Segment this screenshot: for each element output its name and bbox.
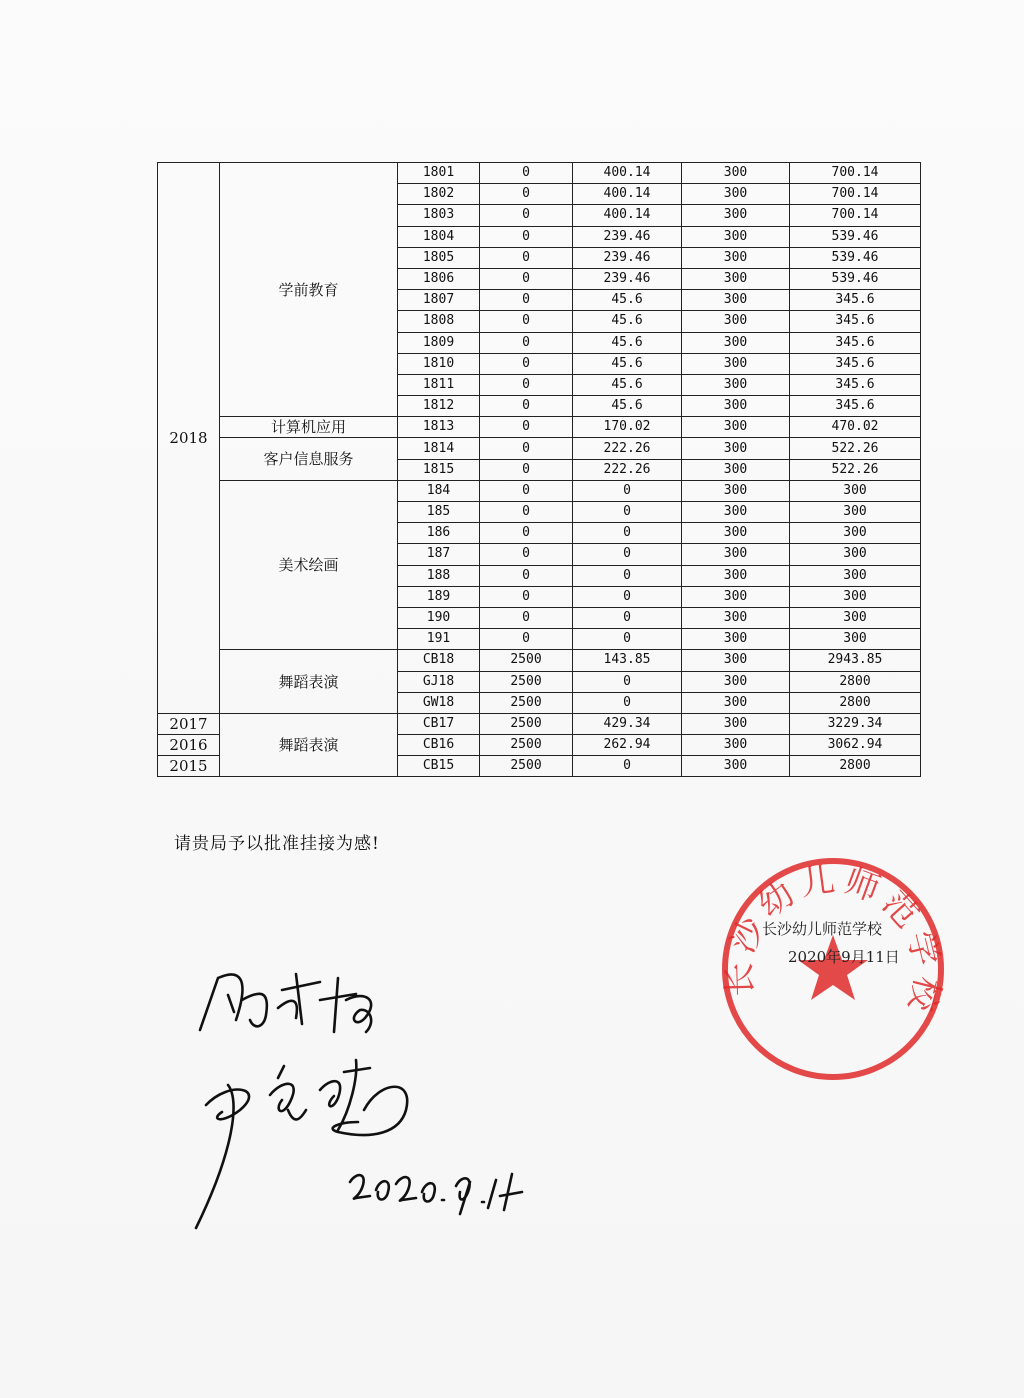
table-row — [158, 480, 921, 501]
book-fee-cell: 0 — [573, 692, 682, 713]
book-fee-cell: 0 — [573, 671, 682, 692]
total-fee-cell: 300 — [790, 607, 921, 628]
tuition-cell: 0 — [480, 290, 573, 311]
misc-fee-cell: 300 — [682, 205, 790, 226]
class-code-cell: 189 — [398, 586, 480, 607]
misc-fee-cell: 300 — [682, 523, 790, 544]
total-fee-cell: 539.46 — [790, 268, 921, 289]
tuition-cell: 0 — [480, 247, 573, 268]
total-fee-cell: 300 — [790, 523, 921, 544]
handwritten-approval-signature — [170, 960, 570, 1230]
year-cell: 2016 — [158, 735, 220, 756]
major-cell: 客户信息服务 — [220, 438, 398, 480]
class-code-cell: 1815 — [398, 459, 480, 480]
book-fee-cell: 0 — [573, 565, 682, 586]
book-fee-cell: 45.6 — [573, 332, 682, 353]
class-code-cell: 1810 — [398, 353, 480, 374]
total-fee-cell: 300 — [790, 629, 921, 650]
school-seal-stamp — [716, 852, 950, 1086]
class-code-cell: 184 — [398, 480, 480, 501]
tuition-cell: 0 — [480, 205, 573, 226]
misc-fee-cell: 300 — [682, 163, 790, 184]
misc-fee-cell: 300 — [682, 438, 790, 459]
misc-fee-cell: 300 — [682, 735, 790, 756]
misc-fee-cell: 300 — [682, 184, 790, 205]
tuition-cell: 0 — [480, 459, 573, 480]
class-code-cell: 1801 — [398, 163, 480, 184]
total-fee-cell: 2800 — [790, 756, 921, 777]
book-fee-cell: 0 — [573, 607, 682, 628]
misc-fee-cell: 300 — [682, 607, 790, 628]
table-row — [158, 438, 921, 459]
book-fee-cell: 170.02 — [573, 417, 682, 438]
tuition-cell: 0 — [480, 417, 573, 438]
misc-fee-cell: 300 — [682, 692, 790, 713]
class-code-cell: CB18 — [398, 650, 480, 671]
total-fee-cell: 2800 — [790, 692, 921, 713]
book-fee-cell: 45.6 — [573, 353, 682, 374]
total-fee-cell: 345.6 — [790, 332, 921, 353]
class-code-cell: 1809 — [398, 332, 480, 353]
misc-fee-cell: 300 — [682, 268, 790, 289]
book-fee-cell: 400.14 — [573, 163, 682, 184]
total-fee-cell: 700.14 — [790, 205, 921, 226]
book-fee-cell: 400.14 — [573, 205, 682, 226]
book-fee-cell: 400.14 — [573, 184, 682, 205]
table-row — [158, 650, 921, 671]
total-fee-cell: 300 — [790, 565, 921, 586]
book-fee-cell: 0 — [573, 523, 682, 544]
total-fee-cell: 345.6 — [790, 374, 921, 395]
year-cell: 2017 — [158, 713, 220, 734]
class-code-cell: CB17 — [398, 713, 480, 734]
book-fee-cell: 429.34 — [573, 713, 682, 734]
tuition-cell: 0 — [480, 163, 573, 184]
tuition-cell: 0 — [480, 396, 573, 417]
total-fee-cell: 539.46 — [790, 247, 921, 268]
major-cell: 学前教育 — [220, 163, 398, 417]
tuition-cell: 0 — [480, 523, 573, 544]
misc-fee-cell: 300 — [682, 332, 790, 353]
book-fee-cell: 0 — [573, 544, 682, 565]
tuition-cell: 0 — [480, 184, 573, 205]
misc-fee-cell: 300 — [682, 480, 790, 501]
book-fee-cell: 239.46 — [573, 226, 682, 247]
class-code-cell: GJ18 — [398, 671, 480, 692]
total-fee-cell: 2943.85 — [790, 650, 921, 671]
table-row — [158, 713, 921, 734]
class-code-cell: 186 — [398, 523, 480, 544]
major-cell: 美术绘画 — [220, 480, 398, 650]
tuition-cell: 2500 — [480, 756, 573, 777]
tuition-cell: 0 — [480, 268, 573, 289]
total-fee-cell: 300 — [790, 586, 921, 607]
misc-fee-cell: 300 — [682, 417, 790, 438]
tuition-cell: 0 — [480, 480, 573, 501]
tuition-cell: 2500 — [480, 713, 573, 734]
book-fee-cell: 0 — [573, 502, 682, 523]
class-code-cell: 1812 — [398, 396, 480, 417]
total-fee-cell: 3229.34 — [790, 713, 921, 734]
book-fee-cell: 143.85 — [573, 650, 682, 671]
tuition-cell: 2500 — [480, 650, 573, 671]
class-code-cell: 1807 — [398, 290, 480, 311]
book-fee-cell: 45.6 — [573, 396, 682, 417]
total-fee-cell: 700.14 — [790, 163, 921, 184]
tuition-cell: 2500 — [480, 671, 573, 692]
book-fee-cell: 0 — [573, 480, 682, 501]
total-fee-cell: 345.6 — [790, 353, 921, 374]
misc-fee-cell: 300 — [682, 565, 790, 586]
total-fee-cell: 539.46 — [790, 226, 921, 247]
class-code-cell: 1802 — [398, 184, 480, 205]
misc-fee-cell: 300 — [682, 544, 790, 565]
tuition-cell: 0 — [480, 353, 573, 374]
misc-fee-cell: 300 — [682, 374, 790, 395]
book-fee-cell: 262.94 — [573, 735, 682, 756]
tuition-cell: 0 — [480, 586, 573, 607]
misc-fee-cell: 300 — [682, 713, 790, 734]
book-fee-cell: 45.6 — [573, 311, 682, 332]
total-fee-cell: 3062.94 — [790, 735, 921, 756]
misc-fee-cell: 300 — [682, 671, 790, 692]
table-row — [158, 417, 921, 438]
misc-fee-cell: 300 — [682, 629, 790, 650]
misc-fee-cell: 300 — [682, 226, 790, 247]
major-cell: 计算机应用 — [220, 417, 398, 438]
book-fee-cell: 0 — [573, 586, 682, 607]
class-code-cell: 1814 — [398, 438, 480, 459]
tuition-cell: 0 — [480, 374, 573, 395]
tuition-cell: 0 — [480, 607, 573, 628]
closing-text: 请贵局予以批准挂接为感! — [174, 834, 380, 854]
svg-text:长沙幼儿师范学校: 长沙幼儿师范学校 — [719, 859, 948, 1022]
book-fee-cell: 222.26 — [573, 459, 682, 480]
class-code-cell: 191 — [398, 629, 480, 650]
misc-fee-cell: 300 — [682, 756, 790, 777]
tuition-cell: 0 — [480, 502, 573, 523]
tuition-cell: 0 — [480, 438, 573, 459]
table-row — [158, 163, 921, 184]
misc-fee-cell: 300 — [682, 586, 790, 607]
tuition-cell: 0 — [480, 311, 573, 332]
total-fee-cell: 300 — [790, 544, 921, 565]
class-code-cell: GW18 — [398, 692, 480, 713]
misc-fee-cell: 300 — [682, 650, 790, 671]
class-code-cell: 1803 — [398, 205, 480, 226]
year-cell: 2015 — [158, 756, 220, 777]
total-fee-cell: 470.02 — [790, 417, 921, 438]
total-fee-cell: 345.6 — [790, 396, 921, 417]
total-fee-cell: 700.14 — [790, 184, 921, 205]
book-fee-cell: 45.6 — [573, 290, 682, 311]
total-fee-cell: 300 — [790, 480, 921, 501]
fee-table — [157, 162, 921, 777]
total-fee-cell: 522.26 — [790, 459, 921, 480]
class-code-cell: 188 — [398, 565, 480, 586]
book-fee-cell: 239.46 — [573, 247, 682, 268]
tuition-cell: 2500 — [480, 692, 573, 713]
signing-organization: 长沙幼儿师范学校 — [762, 920, 883, 938]
class-code-cell: 190 — [398, 607, 480, 628]
year-cell: 2018 — [158, 163, 220, 714]
misc-fee-cell: 300 — [682, 459, 790, 480]
tuition-cell: 0 — [480, 565, 573, 586]
misc-fee-cell: 300 — [682, 290, 790, 311]
book-fee-cell: 0 — [573, 756, 682, 777]
misc-fee-cell: 300 — [682, 247, 790, 268]
tuition-cell: 2500 — [480, 735, 573, 756]
book-fee-cell: 0 — [573, 629, 682, 650]
major-cell: 舞蹈表演 — [220, 650, 398, 714]
total-fee-cell: 522.26 — [790, 438, 921, 459]
book-fee-cell: 239.46 — [573, 268, 682, 289]
misc-fee-cell: 300 — [682, 311, 790, 332]
class-code-cell: CB15 — [398, 756, 480, 777]
misc-fee-cell: 300 — [682, 396, 790, 417]
total-fee-cell: 300 — [790, 502, 921, 523]
total-fee-cell: 2800 — [790, 671, 921, 692]
fee-table-body — [158, 163, 921, 777]
total-fee-cell: 345.6 — [790, 311, 921, 332]
signing-date: 2020年9月11日 — [788, 948, 900, 966]
book-fee-cell: 222.26 — [573, 438, 682, 459]
total-fee-cell: 345.6 — [790, 290, 921, 311]
class-code-cell: 1808 — [398, 311, 480, 332]
class-code-cell: 185 — [398, 502, 480, 523]
class-code-cell: 1805 — [398, 247, 480, 268]
class-code-cell: 1804 — [398, 226, 480, 247]
class-code-cell: CB16 — [398, 735, 480, 756]
book-fee-cell: 45.6 — [573, 374, 682, 395]
tuition-cell: 0 — [480, 332, 573, 353]
class-code-cell: 1811 — [398, 374, 480, 395]
class-code-cell: 1813 — [398, 417, 480, 438]
misc-fee-cell: 300 — [682, 353, 790, 374]
class-code-cell: 1806 — [398, 268, 480, 289]
misc-fee-cell: 300 — [682, 502, 790, 523]
major-cell: 舞蹈表演 — [220, 713, 398, 777]
tuition-cell: 0 — [480, 629, 573, 650]
tuition-cell: 0 — [480, 544, 573, 565]
class-code-cell: 187 — [398, 544, 480, 565]
tuition-cell: 0 — [480, 226, 573, 247]
